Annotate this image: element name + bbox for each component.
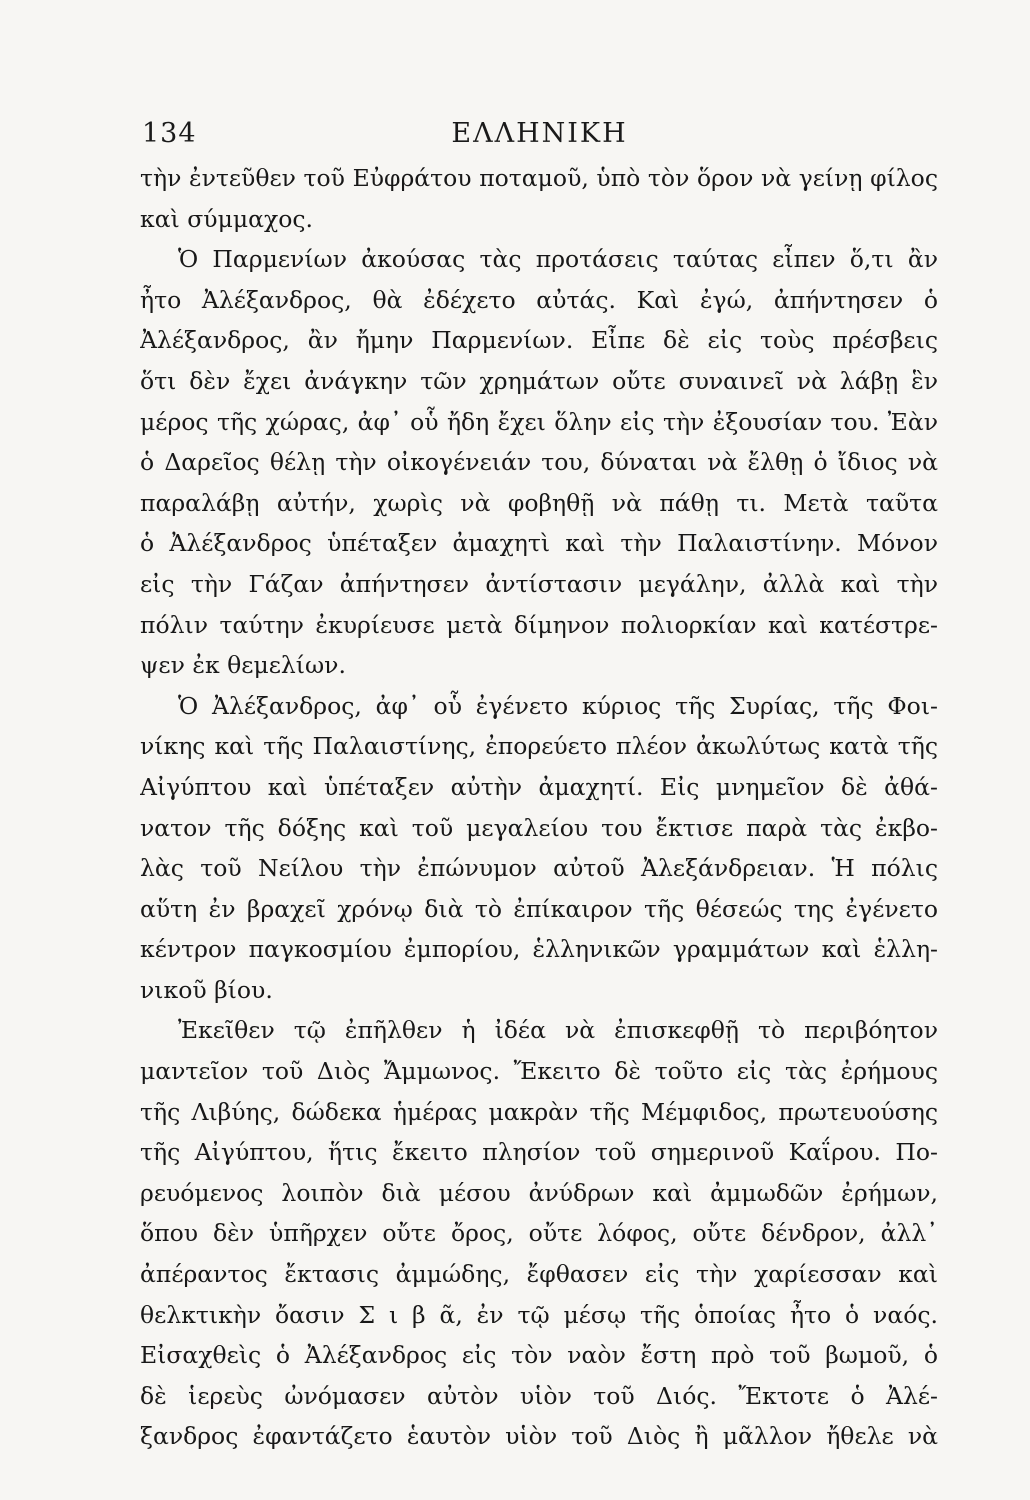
text-line: Εἰσαχθεὶς ὁ Ἀλέξανδρος εἰς τὸν ναὸν ἔστη πρὸ τοῦ βωμοῦ, ὁ	[140, 1341, 938, 1370]
text-line: καὶ σύμμαχος.	[140, 204, 314, 233]
text-line: θελκτικὴν ὄασιν Σ ι β ᾶ, ἐν τῷ μέσῳ τῆς ὁποίας ἦτο ὁ ναός.	[140, 1300, 938, 1329]
page-number: 134	[142, 118, 197, 149]
text-line: Αἰγύπτου καὶ ὑπέταξεν αὐτὴν ἀμαχητί. Εἰς μνημεῖον δὲ ἀθά-	[140, 772, 938, 801]
text-line: τὴν ἐντεῦθεν τοῦ Εὐφράτου ποταμοῦ, ὑπὸ τὸν ὅρον νὰ γείνῃ φίλος	[140, 164, 938, 192]
text-line: Ὁ Παρμενίων ἀκούσας τὰς προτάσεις ταύτας εἶπεν ὅ,τι ἂν	[178, 245, 938, 274]
text-line: τῆς Αἰγύπτου, ἥτις ἔκειτο πλησίον τοῦ σημερινοῦ Καΐρου. Πο-	[140, 1138, 938, 1167]
text-line: εἰς τὴν Γάζαν ἀπήντησεν ἀντίστασιν μεγάλην, ἀλλὰ καὶ τὴν	[140, 569, 938, 598]
body-text	[140, 158, 938, 1457]
text-line: μαντεῖον τοῦ Διὸς Ἄμμωνος. Ἔκειτο δὲ τοῦτο εἰς τὰς ἐρήμους	[140, 1057, 938, 1086]
text-line: κέντρον παγκοσμίου ἐμπορίου, ἑλληνικῶν γραμμάτων καὶ ἑλλη-	[140, 935, 938, 964]
text-line: μέρος τῆς χώρας, ἀφ᾽ οὗ ἤδη ἔχει ὅλην εἰς τὴν ἐξουσίαν του. Ἐὰν	[140, 407, 938, 436]
text-line: ξανδρος ἐφαντάζετο ἑαυτὸν υἱὸν τοῦ Διὸς ἢ μᾶλλον ἤθελε νὰ	[140, 1422, 938, 1451]
text-line: λὰς τοῦ Νείλου τὴν ἐπώνυμον αὐτοῦ Ἀλεξάνδρειαν. Ἡ πόλις	[140, 854, 938, 883]
text-line: ἦτο Ἀλέξανδρος, θὰ ἐδέχετο αὐτάς. Καὶ ἐγώ, ἀπήντησεν ὁ	[140, 285, 938, 314]
text-line: ὁ Δαρεῖος θέλῃ τὴν οἰκογένειάν του, δύναται νὰ ἔλθῃ ὁ ἴδιος νὰ	[140, 448, 938, 477]
text-line: δὲ ἱερεὺς ὠνόμασεν αὐτὸν υἱὸν τοῦ Διός. Ἔκτοτε ὁ Ἀλέ-	[140, 1381, 938, 1410]
page-header	[142, 118, 937, 158]
text-line: παραλάβῃ αὐτήν, χωρὶς νὰ φοβηθῇ νὰ πάθῃ τι. Μετὰ ταῦτα	[140, 488, 938, 517]
text-line: τῆς Λιβύης, δώδεκα ἡμέρας μακρὰν τῆς Μέμφιδος, πρωτευούσης	[140, 1097, 938, 1126]
text-line: ψεν ἐκ θεμελίων.	[140, 651, 346, 680]
text-line: Ἀλέξανδρος, ἂν ἤμην Παρμενίων. Εἶπε δὲ εἰς τοὺς πρέσβεις	[140, 326, 938, 355]
text-line: πόλιν ταύτην ἐκυρίευσε μετὰ δίμηνον πολιορκίαν καὶ κατέστρε-	[140, 610, 938, 639]
running-title: ΕΛΛΗΝΙΚΗ	[451, 118, 628, 149]
text-line: Ἐκεῖθεν τῷ ἐπῆλθεν ἡ ἰδέα νὰ ἐπισκεφθῇ τὸ περιβόητον	[178, 1016, 938, 1045]
text-line: νατον τῆς δόξης καὶ τοῦ μεγαλείου του ἔκτισε παρὰ τὰς ἐκβο-	[140, 813, 938, 842]
text-line: νίκης καὶ τῆς Παλαιστίνης, ἐπορεύετο πλέον ἀκωλύτως κατὰ τῆς	[140, 732, 938, 761]
text-line: Ὁ Ἀλέξανδρος, ἀφ᾽ οὗ ἐγένετο κύριος τῆς Συρίας, τῆς Φοι-	[178, 691, 938, 720]
text-line: νικοῦ βίου.	[140, 975, 273, 1004]
text-line: αὕτη ἐν βραχεῖ χρόνῳ διὰ τὸ ἐπίκαιρον τῆς θέσεώς της ἐγένετο	[140, 894, 938, 923]
text-line: ἀπέραντος ἔκτασις ἀμμώδης, ἔφθασεν εἰς τὴν χαρίεσσαν καὶ	[140, 1260, 938, 1289]
text-line: ρευόμενος λοιπὸν διὰ μέσου ἀνύδρων καὶ ἀμμωδῶν ἐρήμων,	[140, 1178, 938, 1207]
text-line: ὁ Ἀλέξανδρος ὑπέταξεν ἀμαχητὶ καὶ τὴν Παλαιστίνην. Μόνον	[140, 529, 938, 558]
text-line: ὅπου δὲν ὑπῆρχεν οὔτε ὄρος, οὔτε λόφος, οὔτε δένδρον, ἀλλ᾽	[140, 1219, 938, 1248]
text-line: ὅτι δὲν ἔχει ἀνάγκην τῶν χρημάτων οὔτε συναινεῖ νὰ λάβῃ ἓν	[140, 366, 938, 395]
